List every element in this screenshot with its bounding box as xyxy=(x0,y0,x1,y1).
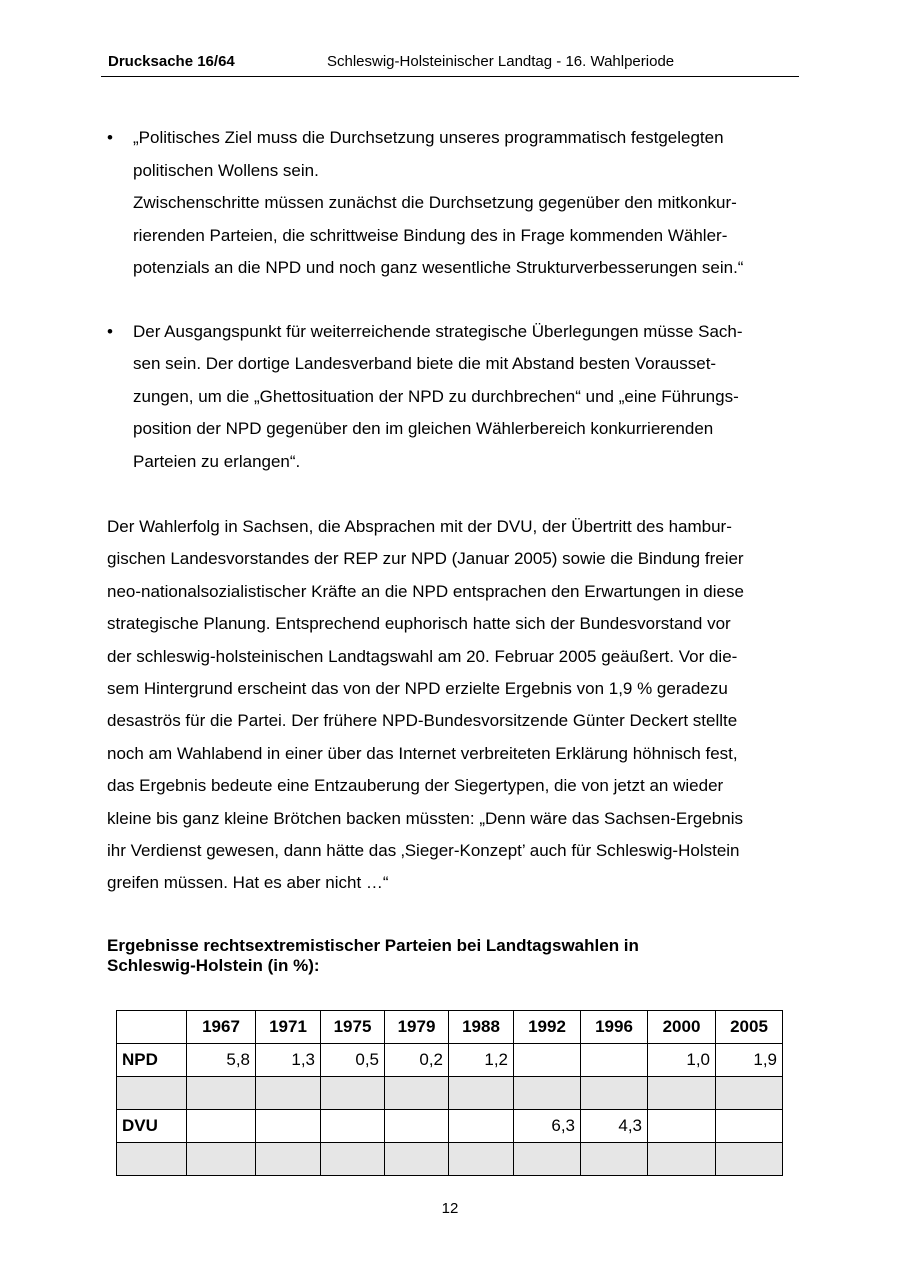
bullet-line: politischen Wollens sein. xyxy=(133,160,319,180)
bullet-list xyxy=(107,122,797,478)
result-cell xyxy=(449,1110,514,1143)
result-cell xyxy=(187,1110,256,1143)
table-header-row xyxy=(117,1011,783,1044)
bullet-line: rierenden Parteien, die schrittweise Bindung des in Frage kommenden Wähler- xyxy=(133,225,728,245)
year-header: 1975 xyxy=(321,1011,385,1044)
body-paragraph xyxy=(107,511,799,900)
result-cell xyxy=(321,1110,385,1143)
paragraph-line: greifen müssen. Hat es aber nicht …“ xyxy=(107,873,389,893)
empty-cell xyxy=(187,1077,256,1110)
table-title xyxy=(107,936,767,976)
empty-cell xyxy=(117,1077,187,1110)
table-row-npd xyxy=(117,1044,783,1077)
empty-cell xyxy=(256,1077,321,1110)
bullet-line: zungen, um die „Ghettosituation der NPD zu durchbrechen“ und „eine Führungs- xyxy=(133,386,739,406)
empty-cell xyxy=(449,1143,514,1176)
empty-cell xyxy=(385,1077,449,1110)
election-results-table xyxy=(116,1010,783,1176)
bullet-line: potenzials an die NPD und noch ganz wesentliche Strukturverbesserungen sein.“ xyxy=(133,258,744,277)
year-header: 1996 xyxy=(581,1011,648,1044)
empty-cell xyxy=(449,1077,514,1110)
paragraph-line: noch am Wahlabend in einer über das Internet verbreiteten Erklärung höhnisch fest, xyxy=(107,743,738,763)
paragraph-line: desaströs für die Partei. Der frühere NPD-Bundesvorsitzende Günter Deckert stellte xyxy=(107,711,738,731)
party-label: NPD xyxy=(117,1044,187,1077)
result-cell xyxy=(385,1110,449,1143)
result-cell: 5,8 xyxy=(187,1044,256,1077)
bullet-marker: • xyxy=(107,128,113,147)
bullet-line: sen sein. Der dortige Landesverband biete die mit Abstand besten Vorausset- xyxy=(133,354,717,373)
bullet-line: Zwischenschritte müssen zunächst die Durchsetzung gegenüber den mitkonkur- xyxy=(133,193,737,212)
paragraph-line: das Ergebnis bedeute eine Entzauberung der Siegertypen, die von jetzt an wieder xyxy=(107,776,724,796)
bullet-line: Der Ausgangspunkt für weiterreichende strategische Überlegungen müsse Sach- xyxy=(133,321,743,341)
paragraph-line: strategische Planung. Entsprechend euphorisch hatte sich der Bundesvorstand vor xyxy=(107,614,731,634)
empty-cell xyxy=(581,1143,648,1176)
result-cell: 0,2 xyxy=(385,1044,449,1077)
empty-cell xyxy=(648,1143,716,1176)
paragraph-line: gischen Landesvorstandes der REP zur NPD (Januar 2005) sowie die Bindung freier xyxy=(107,549,744,569)
party-label: DVU xyxy=(117,1110,187,1143)
empty-cell xyxy=(385,1143,449,1176)
bullet-line: position der NPD gegenüber den im gleichen Wählerbereich konkurrierenden xyxy=(133,419,714,438)
result-cell xyxy=(514,1044,581,1077)
year-header: 1967 xyxy=(187,1011,256,1044)
bullet-item xyxy=(107,122,797,285)
result-cell: 0,5 xyxy=(321,1044,385,1077)
empty-cell xyxy=(321,1143,385,1176)
empty-cell xyxy=(514,1077,581,1110)
bullet-marker: • xyxy=(107,321,113,341)
document-id: Drucksache 16/64 xyxy=(108,53,235,70)
result-cell: 1,0 xyxy=(648,1044,716,1077)
table-title-line: Ergebnisse rechtsextremistischer Parteien bei Landtagswahlen in xyxy=(107,936,639,955)
result-cell xyxy=(648,1110,716,1143)
empty-cell xyxy=(321,1077,385,1110)
empty-cell xyxy=(117,1143,187,1176)
result-cell xyxy=(256,1110,321,1143)
paragraph-line: Der Wahlerfolg in Sachsen, die Absprachen mit der DVU, der Übertritt des hambur- xyxy=(107,517,732,536)
table-row-dvu xyxy=(117,1110,783,1143)
table-row-shaded xyxy=(117,1143,783,1176)
page-header xyxy=(101,52,799,77)
corner-cell xyxy=(117,1011,187,1044)
year-header: 2000 xyxy=(648,1011,716,1044)
empty-cell xyxy=(716,1143,783,1176)
empty-cell xyxy=(716,1077,783,1110)
page-number: 12 xyxy=(441,1200,459,1217)
year-header: 1971 xyxy=(256,1011,321,1044)
bullet-item xyxy=(107,316,797,479)
empty-cell xyxy=(648,1077,716,1110)
paragraph-line: neo-nationalsozialistischer Kräfte an die NPD entsprachen den Erwartungen in diese xyxy=(107,581,744,601)
bullet-line: Parteien zu erlangen“. xyxy=(133,451,301,471)
year-header: 1988 xyxy=(449,1011,514,1044)
bullet-line: „Politisches Ziel muss die Durchsetzung unseres programmatisch festgelegten xyxy=(133,128,724,147)
parliament-title: Schleswig-Holsteinischer Landtag - 16. Wahlperiode xyxy=(327,53,675,70)
result-cell: 1,2 xyxy=(449,1044,514,1077)
empty-cell xyxy=(581,1077,648,1110)
result-cell: 1,3 xyxy=(256,1044,321,1077)
paragraph-line: sem Hintergrund erscheint das von der NPD erzielte Ergebnis von 1,9 % geradezu xyxy=(107,679,728,699)
paragraph-line: der schleswig-holsteinischen Landtagswahl am 20. Februar 2005 geäußert. Vor die- xyxy=(107,646,738,666)
paragraph-line: kleine bis ganz kleine Brötchen backen müssten: „Denn wäre das Sachsen-Ergebnis xyxy=(107,808,743,828)
result-cell: 4,3 xyxy=(581,1110,648,1143)
table-row-shaded xyxy=(117,1077,783,1110)
empty-cell xyxy=(187,1143,256,1176)
paragraph-line: ihr Verdienst gewesen, dann hätte das ‚Sieger-Konzept’ auch für Schleswig-Holstein xyxy=(107,841,740,861)
year-header: 2005 xyxy=(716,1011,783,1044)
result-cell: 6,3 xyxy=(514,1110,581,1143)
year-header: 1992 xyxy=(514,1011,581,1044)
result-cell: 1,9 xyxy=(716,1044,783,1077)
result-cell xyxy=(581,1044,648,1077)
table-title-line: Schleswig-Holstein (in %): xyxy=(107,956,320,975)
result-cell xyxy=(716,1110,783,1143)
empty-cell xyxy=(514,1143,581,1176)
year-header: 1979 xyxy=(385,1011,449,1044)
empty-cell xyxy=(256,1143,321,1176)
